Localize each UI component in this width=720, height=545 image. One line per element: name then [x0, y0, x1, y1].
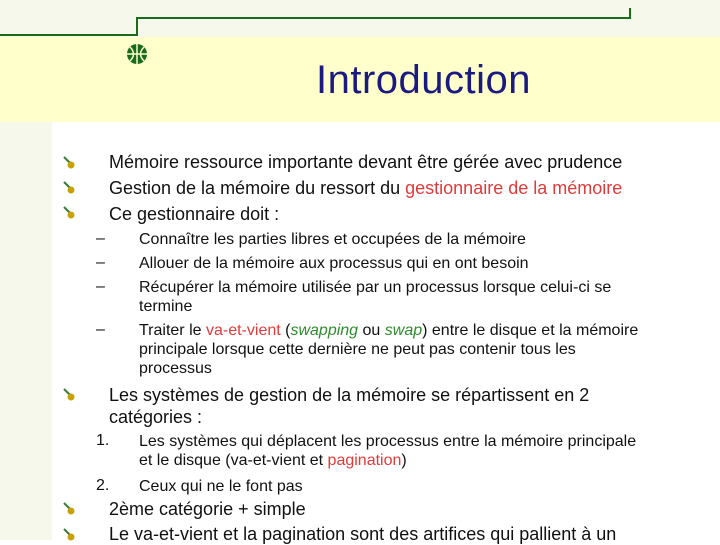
pin-bullet-icon [62, 388, 76, 402]
pin-bullet-icon [62, 206, 76, 220]
subbullet-line: principale lorsque cette dernière ne peut pas contenir tous les [139, 341, 576, 358]
dash-marker: – [96, 230, 105, 247]
page-title: Introduction [316, 58, 532, 102]
dash-marker: – [96, 254, 105, 271]
highlight-term: va-et-vient [205, 322, 281, 339]
bullet-text: Mémoire ressource importante devant être gérée avec prudence [109, 152, 623, 172]
subbullet-line: Traiter le va-et-vient (swapping ou swap) entre le disque et la mémoire [139, 322, 639, 339]
globe-icon [125, 42, 149, 66]
bullet-text [109, 384, 589, 428]
subbullet-line: termine [139, 298, 193, 315]
highlight-term: swap [384, 322, 423, 339]
numbered-line: et le disque (va-et-vient et pagination) [139, 452, 407, 469]
bullet-line: catégories : [109, 407, 203, 427]
subbullet-text [139, 321, 714, 378]
highlight-term: gestionnaire de la mémoire [405, 178, 623, 198]
subbullet-text: Connaître les parties libres et occupées de la mémoire [139, 231, 526, 248]
pin-bullet-icon [62, 181, 76, 195]
subbullet-line: Récupérer la mémoire utilisée par un processus lorsque celui-ci se [139, 279, 612, 296]
subbullet-line: processus [139, 360, 212, 377]
bullet-text: Le va-et-vient et la pagination sont des artifices qui pallient à un [109, 524, 617, 544]
bullet-line: Les systèmes de gestion de la mémoire se répartissent en 2 [109, 385, 590, 405]
bullet-text: 2ème catégorie + simple [109, 499, 306, 519]
dash-marker: – [96, 321, 105, 338]
number-marker: 2. [96, 477, 110, 494]
pin-bullet-icon [62, 502, 76, 516]
bullet-text: Ce gestionnaire doit : [109, 204, 280, 224]
bullet-text [109, 177, 622, 199]
highlight-term: swapping [290, 322, 359, 339]
numbered-text [139, 432, 714, 470]
bullet-text-part: Gestion de la mémoire du ressort du [109, 178, 406, 198]
numbered-line: Les systèmes qui déplacent les processus entre la mémoire principale [139, 433, 637, 450]
dash-marker: – [96, 278, 105, 295]
subbullet-text: Allouer de la mémoire aux processus qui en ont besoin [139, 255, 529, 272]
subbullet-text [139, 278, 714, 316]
numbered-text: Ceux qui ne le font pas [139, 478, 303, 495]
pin-bullet-icon [62, 156, 76, 170]
highlight-term: pagination [327, 452, 402, 469]
number-marker: 1. [96, 432, 110, 449]
